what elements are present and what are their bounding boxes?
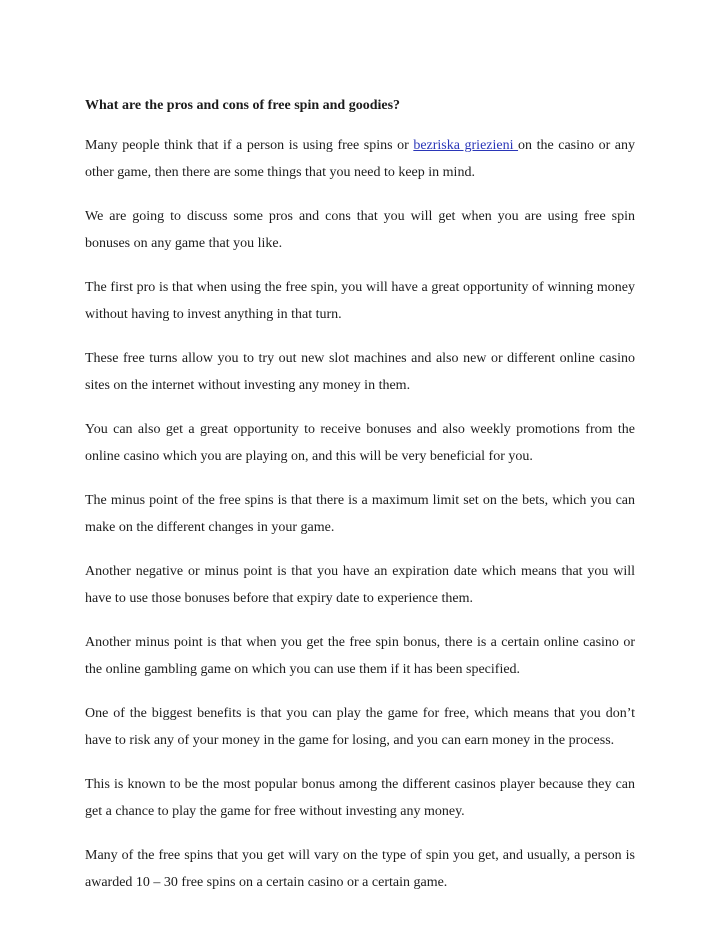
paragraph-10: Many of the free spins that you get will vary on the type of spin you get, and usually, a person is awarded 10 – 30 free spins on a certain casino or a certain game.	[85, 848, 635, 890]
intro-text-before-link: Many people think that if a person is using free spins or	[85, 138, 414, 153]
paragraph-4: You can also get a great opportunity to receive bonuses and also weekly promotions from the online casino which you are playing on, and this will be very beneficial for you.	[85, 422, 635, 464]
paragraph-6: Another negative or minus point is that you have an expiration date which means that you will have to use those bonuses before that expiry date to experience them.	[85, 564, 635, 606]
paragraph-9: This is known to be the most popular bonus among the different casinos player because they can get a chance to play the game for free without investing any money.	[85, 777, 635, 819]
paragraph-2: The first pro is that when using the free spin, you will have a great opportunity of winning money without having to invest anything in that turn.	[85, 280, 635, 322]
paragraph-5: The minus point of the free spins is that there is a maximum limit set on the bets, which you can make on the different changes in your game.	[85, 493, 635, 535]
document-body	[85, 97, 635, 913]
paragraph-8: One of the biggest benefits is that you can play the game for free, which means that you don’t have to risk any of your money in the game for losing, and you can earn money in the process.	[85, 706, 635, 748]
paragraph-1: We are going to discuss some pros and cons that you will get when you are using free spin bonuses on any game that you like.	[85, 209, 635, 251]
intro-text-after-link: on the casino or any other game, then there are some things that you need to keep in mind.	[85, 138, 635, 180]
paragraph-3: These free turns allow you to try out new slot machines and also new or different online casino sites on the internet without investing any money in them.	[85, 351, 635, 393]
document-title: What are the pros and cons of free spin and goodies?	[85, 98, 401, 113]
bezriska-griezieni-link[interactable]: bezriska griezieni	[413, 138, 519, 153]
paragraph-7: Another minus point is that when you get the free spin bonus, there is a certain online casino or the online gambling game on which you can use them if it has been specified.	[85, 635, 635, 677]
intro-paragraph	[85, 132, 635, 186]
